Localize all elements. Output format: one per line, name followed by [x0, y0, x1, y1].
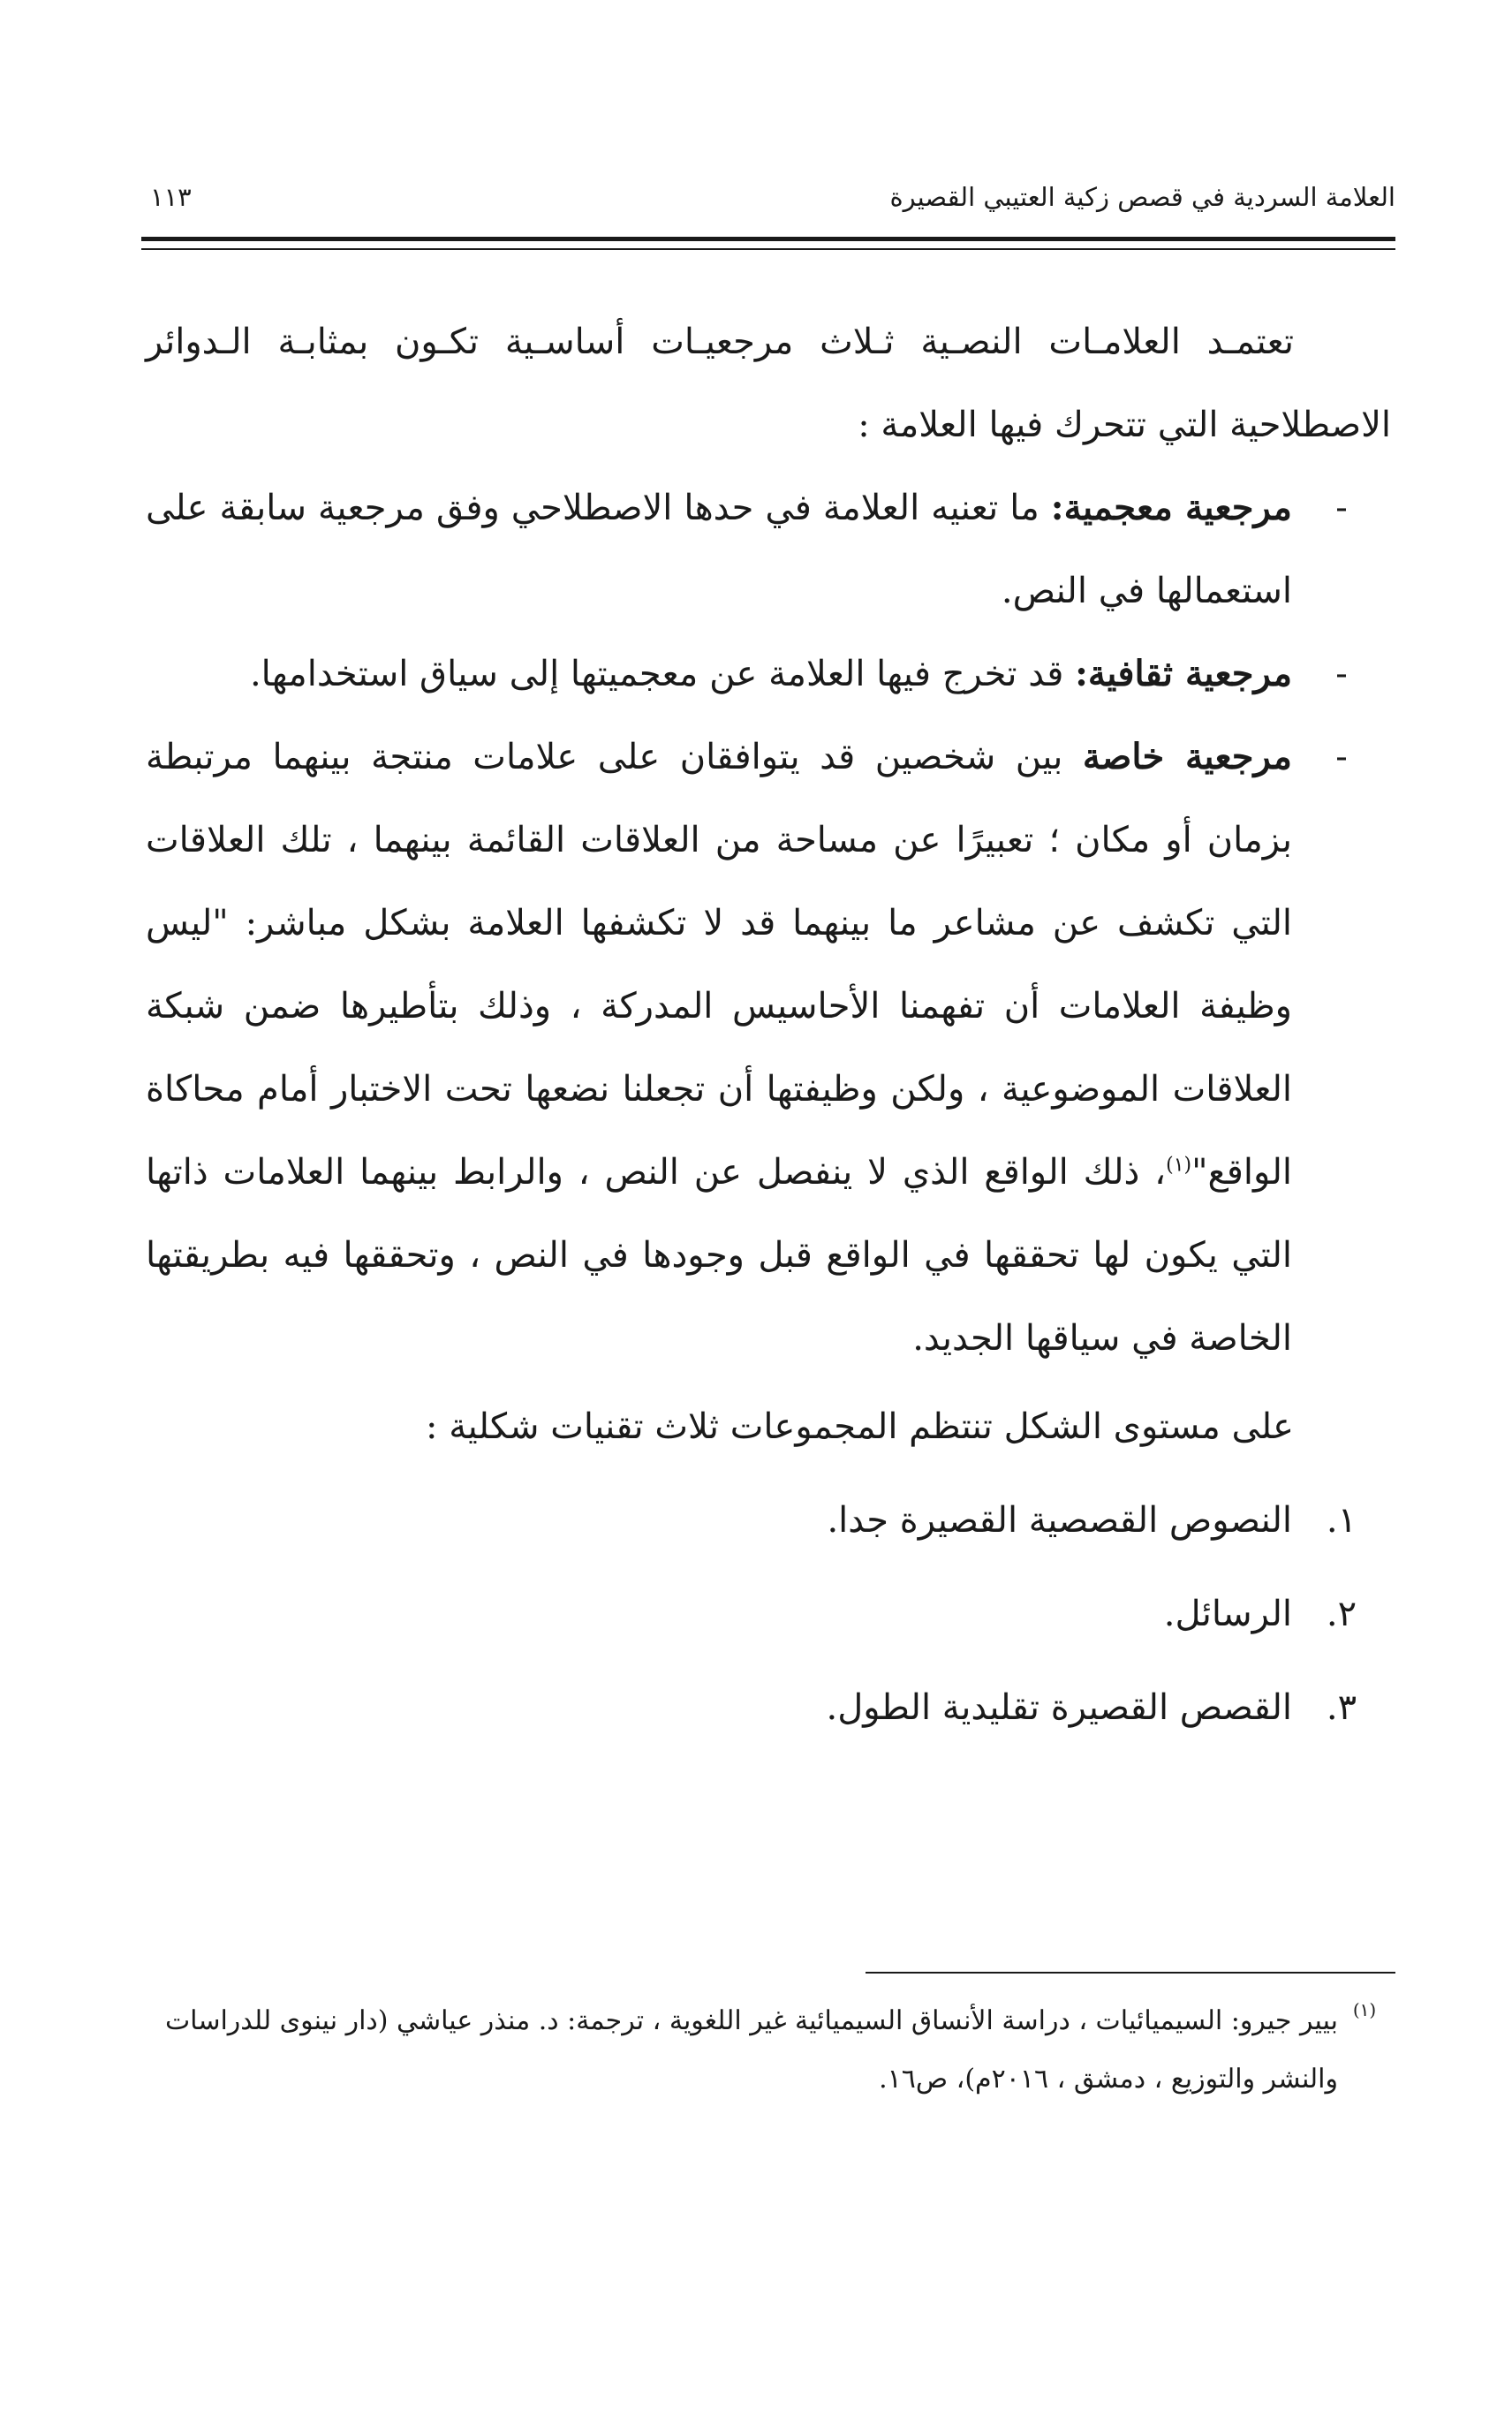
page-header: [141, 179, 1395, 224]
footnotes: [146, 1992, 1391, 2109]
footnote-reference[interactable]: (١): [1166, 1154, 1192, 1177]
list-dash: -: [1335, 737, 1348, 777]
term-private: مرجعية خاصة: [1082, 736, 1292, 777]
header-rule-thick: [141, 237, 1395, 241]
footnote-rule: [866, 1972, 1395, 1974]
definition-lexical: ما تعنيه العلامة في حدها الاصطلاحي وفق مرجعية سابقة على استعمالها في النص.: [146, 488, 1292, 611]
item-text: القصص القصيرة تقليدية الطول.: [826, 1687, 1292, 1728]
numbered-item: [146, 1661, 1391, 1754]
item-number: ٣.: [1326, 1687, 1357, 1728]
definition-cultural: قد تخرج فيها العلامة عن معجميتها إلى سياق استخدامها.: [249, 654, 1076, 694]
item-number: ١.: [1326, 1500, 1357, 1541]
running-title: العلامة السردية في قصص زكية العتيبي القصيرة: [889, 182, 1395, 212]
list-dash: -: [1335, 654, 1348, 694]
list-item-private: [146, 716, 1391, 1380]
numbered-list: [146, 1474, 1391, 1754]
numbered-item: [146, 1474, 1391, 1567]
item-text: النصوص القصصية القصيرة جدا.: [827, 1500, 1292, 1541]
item-number: ٢.: [1326, 1594, 1357, 1634]
list-dash: -: [1335, 488, 1348, 528]
term-lexical: مرجعية معجمية:: [1050, 487, 1292, 528]
definition-private-part2: ، ذلك الواقع الذي لا ينفصل عن النص ، والرابط بينهما العلامات ذاتها التي يكون لها تحققها في الواقع قبل وجودها في النص ، وتحققها فيه بطريقتها الخاصة في سياقها الجديد.: [146, 1152, 1292, 1359]
term-cultural: مرجعية ثقافية:: [1075, 653, 1292, 694]
header-rule-thin: [141, 248, 1395, 250]
page-number: ١١٣: [150, 182, 192, 212]
definition-private-part1: بين شخصين قد يتوافقان على علامات منتجة بينهما مرتبطة بزمان أو مكان ؛ تعبيرًا عن مساحة من العلاقات القائمة بينهما ، تلك العلاقات التي تكشف عن مشاعر ما بينهما قد لا تكشفها العلامة بشكل مباشر: "ليس وظيفة العلامات أن تفهمنا الأحاسيس المدركة ، وذلك بتأطيرها ضمن شبكة العلاقات الموضوعية ، ولكن وظيفتها أن تجعلنا نضعها تحت الاختبار أمام محاكاة الواقع": [146, 737, 1292, 1193]
list-item-text: [146, 633, 1292, 716]
main-text: [146, 300, 1391, 1754]
list-item-text: [146, 466, 1292, 633]
list-item-text: [146, 716, 1292, 1380]
list-item-cultural: [146, 633, 1391, 716]
list-item-lexical: [146, 466, 1391, 633]
footnote-text: بيير جيرو: السيميائيات ، دراسة الأنساق السيميائية غير اللغوية ، ترجمة: د. منذر عياشي (دار نينوى للدراسات والنشر والتوزيع ، دمشق ، ٢٠١٦م)، ص١٦.: [164, 2005, 1338, 2095]
footnote: [146, 1992, 1391, 2109]
item-text: الرسائل.: [1163, 1594, 1292, 1634]
techniques-intro: على مستوى الشكل تنتظم المجموعات ثلاث تقنيات شكلية :: [426, 1406, 1294, 1447]
numbered-item: [146, 1567, 1391, 1661]
footnote-marker: (١): [1352, 1999, 1377, 2020]
intro-paragraph: تعتمـد العلامـات النصـية ثـلاث مرجعيـات أساسـية تكـون بمثابـة الـدوائر الاصطلاحية التي تتحرك فيها العلامة :: [146, 322, 1391, 445]
